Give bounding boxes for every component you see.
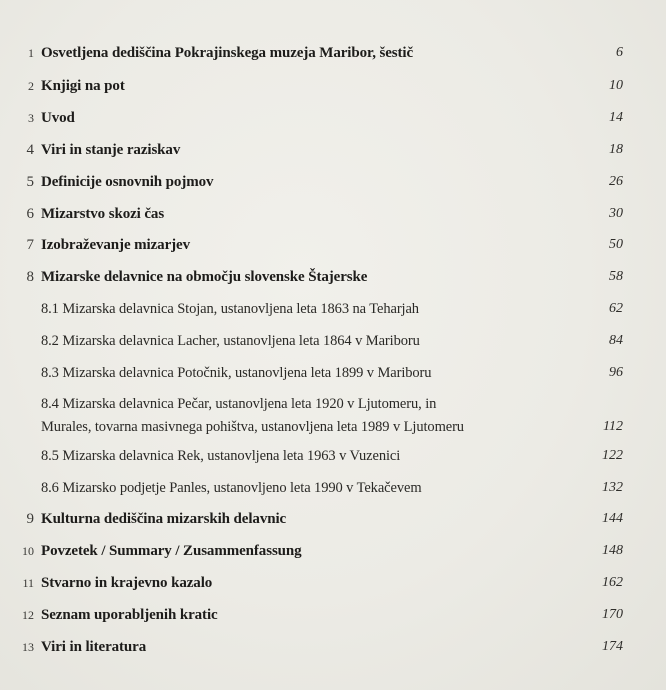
toc-subentry-8-4[interactable] xyxy=(0,392,666,442)
toc-subentry-8-1[interactable] xyxy=(0,297,666,321)
page-number: 58 xyxy=(609,269,623,284)
toc-entry-12[interactable] xyxy=(0,603,666,627)
page-number: 26 xyxy=(609,174,623,189)
chapter-number: 13 xyxy=(22,640,34,654)
toc-entry-9[interactable] xyxy=(0,507,666,531)
page-number: 62 xyxy=(609,301,623,316)
chapter-number: 1 xyxy=(28,46,34,60)
toc-entry-13[interactable] xyxy=(0,635,666,659)
toc-entry-6[interactable] xyxy=(0,202,666,226)
toc-entry-8[interactable] xyxy=(0,265,666,289)
toc-entry-4[interactable] xyxy=(0,138,666,162)
page-number: 132 xyxy=(602,480,623,495)
chapter-title: Knjigi na pot xyxy=(41,78,125,94)
toc-entry-5[interactable] xyxy=(0,170,666,194)
toc-entry-2[interactable] xyxy=(0,74,666,98)
chapter-title: Osvetljena dediščina Pokrajinskega muzeja Maribor, šestič xyxy=(41,45,414,61)
chapter-number: 11 xyxy=(22,576,34,590)
section-title: 8.6 Mizarsko podjetje Panles, ustanovljeno leta 1990 v Tekačevem xyxy=(41,480,422,496)
section-title-continued: Murales, tovarna masivnega pohištva, ustanovljena leta 1989 v Ljutomeru xyxy=(41,419,464,435)
page-number: 50 xyxy=(609,237,623,252)
chapter-title: Definicije osnovnih pojmov xyxy=(41,174,214,190)
page-number: 148 xyxy=(602,543,623,558)
chapter-title: Mizarstvo skozi čas xyxy=(41,206,165,222)
page-number: 84 xyxy=(609,333,623,348)
toc-entry-1[interactable] xyxy=(0,41,666,65)
section-title: 8.1 Mizarska delavnica Stojan, ustanovljena leta 1863 na Teharjah xyxy=(41,301,419,317)
chapter-title: Seznam uporabljenih kratic xyxy=(41,607,218,623)
chapter-number: 4 xyxy=(26,142,34,158)
chapter-number: 9 xyxy=(26,511,34,527)
page-number: 14 xyxy=(609,110,623,125)
chapter-number: 6 xyxy=(26,206,34,222)
chapter-number: 5 xyxy=(26,174,34,190)
page-number: 6 xyxy=(616,45,623,60)
section-title: 8.2 Mizarska delavnica Lacher, ustanovljena leta 1864 v Mariboru xyxy=(41,333,420,349)
toc-entry-7[interactable] xyxy=(0,233,666,257)
chapter-number: 12 xyxy=(22,608,34,622)
page-number: 96 xyxy=(609,365,623,380)
section-title: 8.5 Mizarska delavnica Rek, ustanovljena leta 1963 v Vuzenici xyxy=(41,448,401,464)
chapter-number: 3 xyxy=(28,111,34,125)
page-number: 174 xyxy=(602,639,623,654)
section-title: 8.3 Mizarska delavnica Potočnik, ustanovljena leta 1899 v Mariboru xyxy=(41,365,432,381)
chapter-title: Viri in stanje raziskav xyxy=(41,142,181,158)
toc-subentry-8-6[interactable] xyxy=(0,476,666,500)
page-number: 30 xyxy=(609,206,623,221)
chapter-title: Izobraževanje mizarjev xyxy=(41,237,190,253)
page-number: 162 xyxy=(602,575,623,590)
toc-entry-3[interactable] xyxy=(0,106,666,130)
page-number: 144 xyxy=(602,511,623,526)
chapter-number: 7 xyxy=(26,237,34,253)
toc-subentry-8-2[interactable] xyxy=(0,329,666,353)
chapter-title: Povzetek / Summary / Zusammenfassung xyxy=(41,543,302,559)
chapter-number: 2 xyxy=(28,79,34,93)
page-number: 112 xyxy=(603,419,623,434)
toc-entry-10[interactable] xyxy=(0,539,666,563)
chapter-title: Viri in literatura xyxy=(41,639,147,655)
section-title: 8.4 Mizarska delavnica Pečar, ustanovljena leta 1920 v Ljutomeru, in xyxy=(41,396,437,412)
chapter-title: Uvod xyxy=(41,110,75,126)
page-number: 170 xyxy=(602,607,623,622)
toc-subentry-8-3[interactable] xyxy=(0,361,666,385)
toc-subentry-8-5[interactable] xyxy=(0,444,666,468)
page-number: 10 xyxy=(609,78,623,93)
page-number: 18 xyxy=(609,142,623,157)
page-number: 122 xyxy=(602,448,623,463)
chapter-number: 8 xyxy=(26,269,34,285)
chapter-title: Stvarno in krajevno kazalo xyxy=(41,575,213,591)
chapter-number: 10 xyxy=(22,544,34,558)
chapter-title: Mizarske delavnice na območju slovenske Štajerske xyxy=(41,269,368,285)
toc-entry-11[interactable] xyxy=(0,571,666,595)
chapter-title: Kulturna dediščina mizarskih delavnic xyxy=(41,511,287,527)
